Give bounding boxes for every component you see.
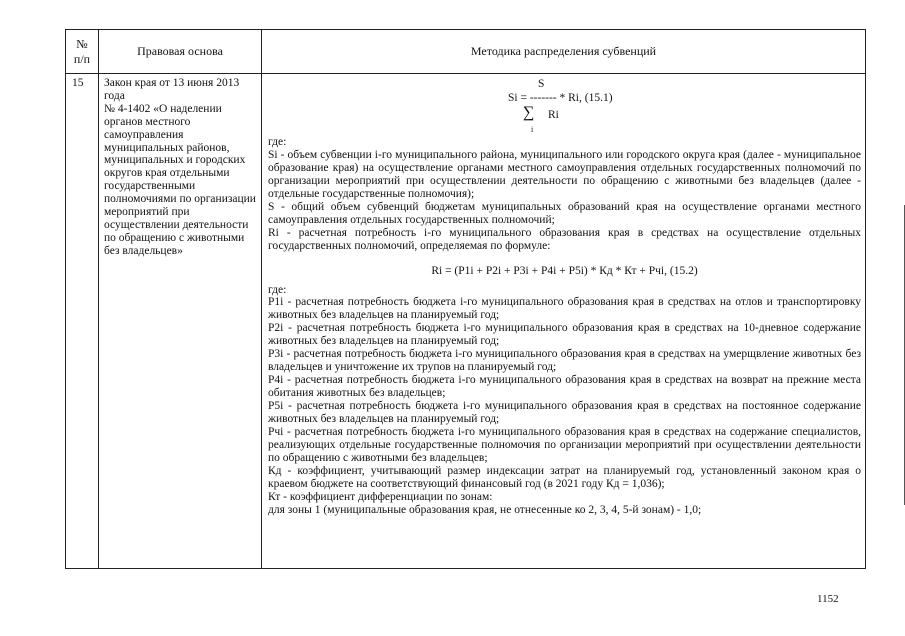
formula-denominator: Ri [548,109,559,121]
where-label: где: [268,136,287,148]
def-p5i: P5i - расчетная потребность бюджета i-го муниципального образования края в средствах на постоянное содержание животных без владельцев на планируемый год; [268,400,861,426]
row-method [262,74,866,569]
table-header-row [66,30,866,74]
def-si: Si - объем субвенции i-го муниципального района, муниципального или городского округа края (далее - муниципальное образование края) на осуществление органами местного самоуправления отдельных государственных полномочий по организации мероприятий при осуществлении деятельности по обращению с животными без владельцев (далее - отдельные государственные полномочия); [268,148,861,200]
def-p4i: P4i - расчетная потребность бюджета i-го муниципального образования края в средствах на возврат на прежние места обитания животных без владельцев; [268,374,861,400]
formula-numerator: S [538,78,545,90]
row-num: 15 [66,74,99,569]
subsidy-table [65,29,866,569]
header-method: Методика распределения субвенций [262,30,866,74]
sum-index: i [531,125,534,134]
row-basis: Закон края от 13 июня 2013 года № 4-1402 «О наделении органов местного самоуправления муниципальных районов, муниципальных и городских округов края отдельными государственными полномочиями по организации мероприятий при осуществлении деятельности по обращению с животными без владельцев» [99,74,262,569]
def-p2i: P2i - расчетная потребность бюджета i-го муниципального образования края в средствах на 10-дневное содержание животных без владельцев на планируемый год; [268,322,861,348]
def-p1i: P1i - расчетная потребность бюджета i-го муниципального образования края в средствах на отлов и транспортировку животных без владельцев на планируемый год; [268,296,861,322]
def-kt: Кт - коэффициент дифференциации по зонам: [268,490,493,503]
formula-15-1 [268,76,861,136]
header-num: № п/п [66,30,99,74]
sum-symbol: ∑ [523,104,535,121]
where-label-2: где: [268,283,287,296]
def-ri: Ri - расчетная потребность i-го муниципального образования края в средствах на осуществление отдельных государственных полномочий, определяемая по формуле: [268,226,861,252]
def-p3i: P3i - расчетная потребность бюджета i-го муниципального образования края в средствах на умерщвление животных без владельцев и уничтожение их трупов на планируемый год; [268,348,861,374]
zone-1: для зоны 1 (муниципальные образования края, не отнесенные ко 2, 3, 4, 5-й зонам) - 1,0; [268,503,702,516]
header-basis: Правовая основа [99,30,262,74]
table-row [66,74,866,569]
formula-15-2: Ri = (P1i + P2i + P3i + P4i + P5i) * Кд * Кт + Рчi, (15.2) [431,264,698,277]
def-kd: Кд - коэффициент, учитывающий размер индексации затрат на планируемый год, установленный законом края о краевом бюджете на соответствующий финансовый год (в 2021 году Кд = 1,036); [268,464,861,490]
page-number: 1152 [817,593,839,605]
def-s: S - общий объем субвенций бюджетам муниципальных образований края на осуществление органами местного самоуправления отдельных государственных полномочий; [268,200,861,226]
def-pchi: Рчi - расчетная потребность бюджета i-го муниципального образования края в средствах на содержание специалистов, реализующих отдельные государственные полномочия по организации мероприятий при осуществлении деятельности по обращению с животными без владельцев; [268,426,861,464]
formula-main: Si = ------- * Ri, (15.1) [508,92,613,104]
